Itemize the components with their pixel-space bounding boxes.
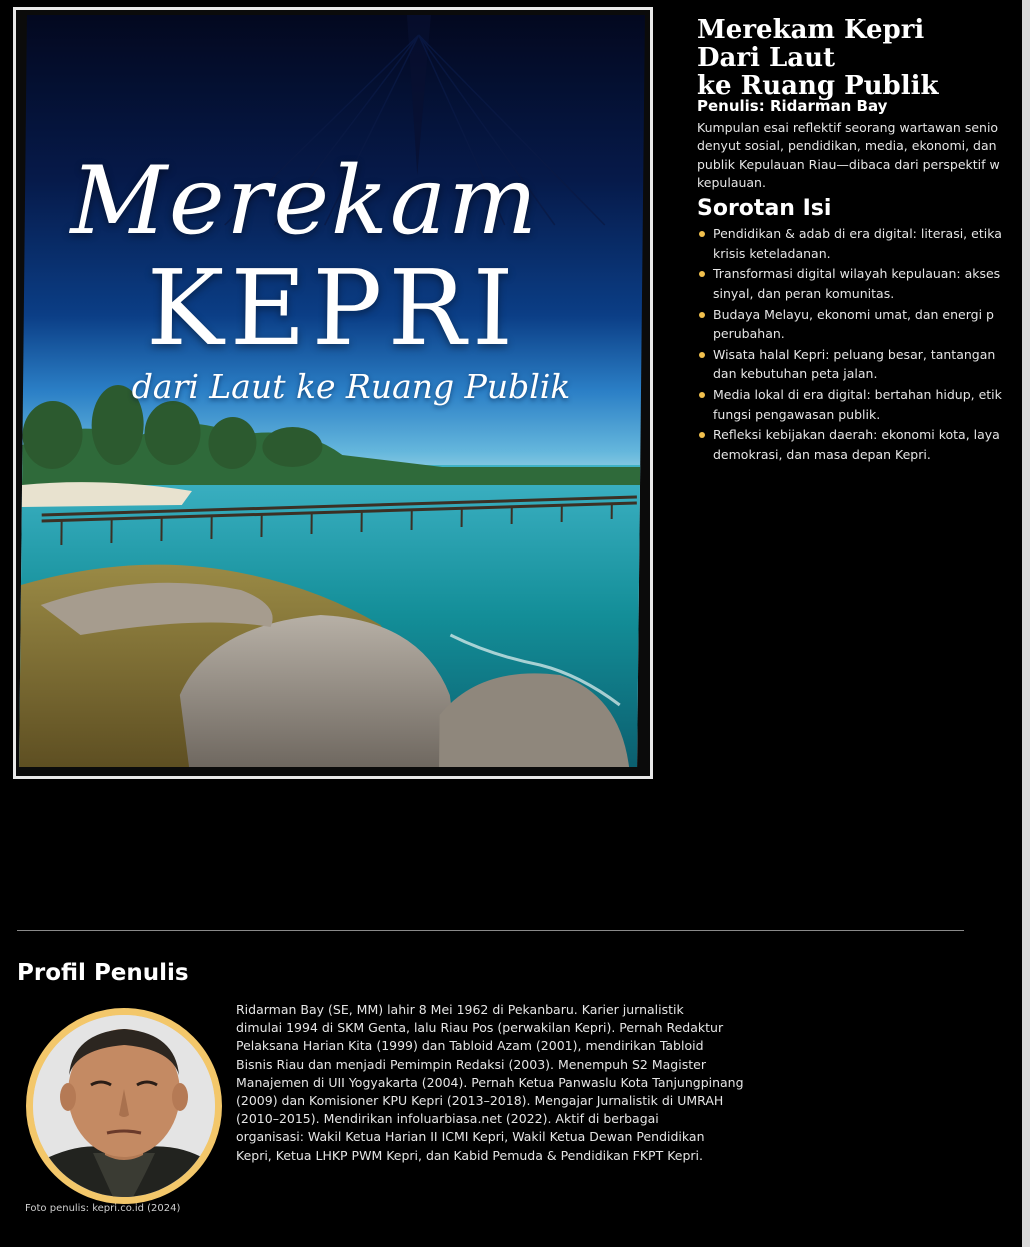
bullet-dot-icon [699,352,705,358]
book-author: Penulis: Ridarman Bay [697,97,888,115]
highlights-list [697,224,1022,466]
profile-heading: Profil Penulis [17,960,189,986]
highlight-item: Media lokal di era digital: bertahan hidup, etik fungsi pengawasan publik. [697,385,1022,424]
screen-edge [1022,0,1030,1247]
photo-caption: Foto penulis: kepri.co.id (2024) [25,1203,181,1214]
author-bio: Ridarman Bay (SE, MM) lahir 8 Mei 1962 di Pekanbaru. Karier jurnalistik dimulai 1994 di SKM Genta, lalu Riau Pos (perwakilan Kepri). Pernah Redaktur Pelaksana Harian Kita (1999) dan Tabloid Azam (2001), mendirikan Tabloid Bisnis Riau dan menjadi Pemimpin Redaksi (2003). Menempuh S2 Magister Manajemen di UII Yogyakarta (2004). Pernah Ketua Panwaslu Kota Tanjungpinang (2009) dan Komisioner KPU Kepri (2013–2018). Mengajar Jurnalistik di UMRAH (2010–2015). Mendirikan infoluarbiasa.net (2022). Aktif di berbagai organisasi: Wakil Ketua Harian II ICMI Kepri, Wakil Ketua Dewan Pendidikan Kepri, Ketua LHKP PWM Kepri, dan Kabid Pemuda & Pendidikan FKPT Kepri. [236,1002,744,1163]
book-title: Merekam Kepri Dari Laut ke Ruang Publik [697,15,939,101]
highlight-item: Wisata halal Kepri: peluang besar, tantangan dan kebutuhan peta jalan. [697,345,1022,384]
highlight-item: Refleksi kebijakan daerah: ekonomi kota, laya demokrasi, dan masa depan Kepri. [697,425,1022,464]
bullet-dot-icon [699,231,705,237]
author-photo [26,1008,222,1204]
bullet-dot-icon [699,392,705,398]
bullet-dot-icon [699,312,705,318]
bullet-dot-icon [699,432,705,438]
cover-main-title: KEPRI [145,247,520,369]
book-cover-art [19,15,645,767]
cover-subtitle: dari Laut ke Ruang Publik [131,367,571,406]
book-cover [13,7,653,779]
cover-script-title: Merekam [70,147,540,256]
highlight-item: Budaya Melayu, ekonomi umat, dan energi p perubahan. [697,305,1022,344]
book-description: Kumpulan esai reflektif seorang wartawan senio denyut sosial, pendidikan, media, ekonomi, dan publik Kepulauan Riau—dibaca dari perspektif w kepulauan. [697,120,1000,190]
highlight-item: Transformasi digital wilayah kepulauan: akses sinyal, dan peran komunitas. [697,264,1022,303]
section-divider [17,930,964,931]
bullet-dot-icon [699,271,705,277]
highlights-heading: Sorotan Isi [697,196,832,221]
highlight-item: Pendidikan & adab di era digital: literasi, etika krisis keteladanan. [697,224,1022,263]
author-portrait-icon [33,1015,215,1197]
